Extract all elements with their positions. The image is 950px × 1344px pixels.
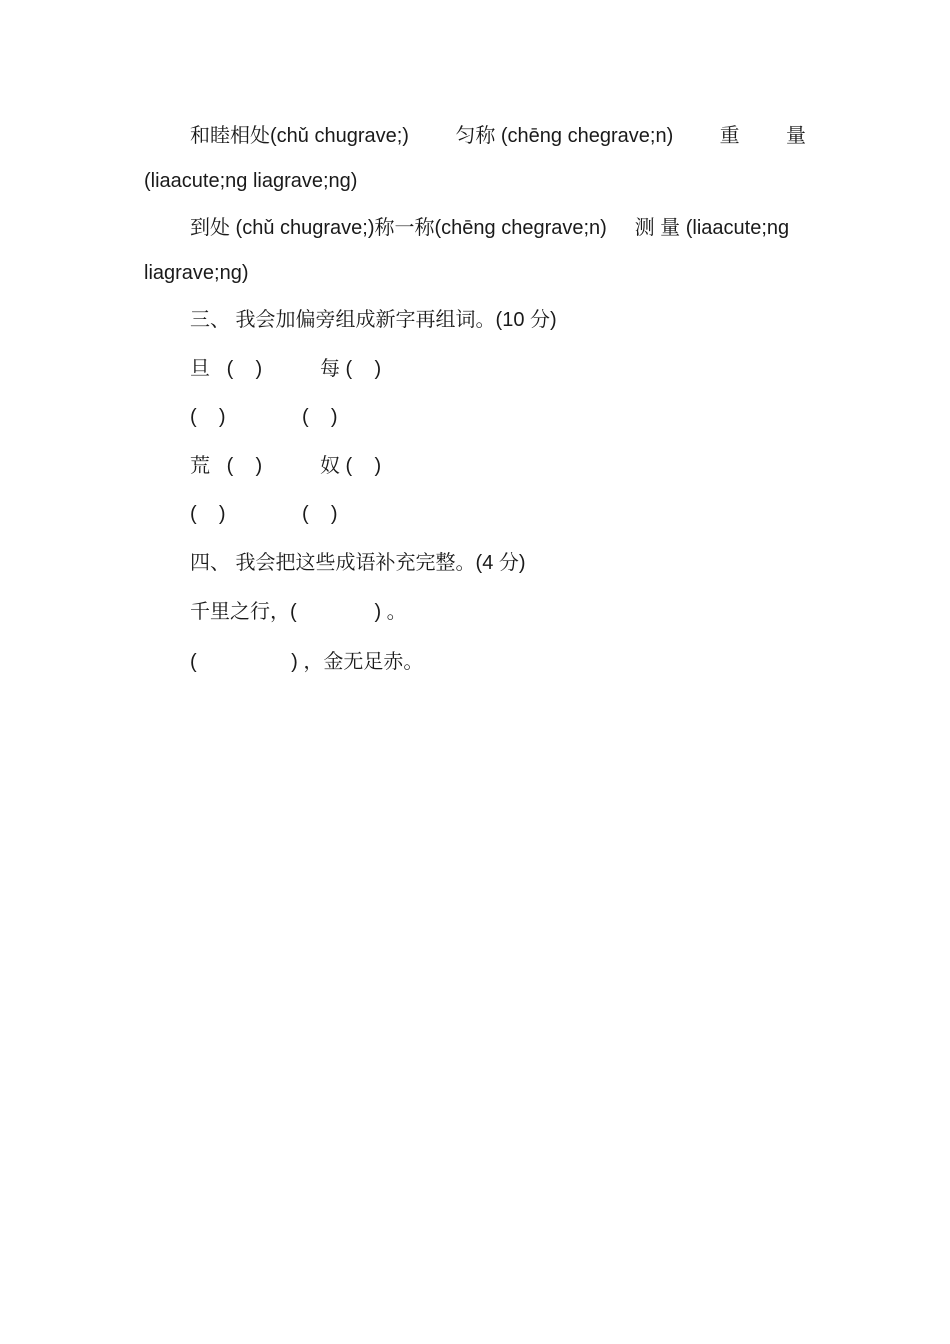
char-liang: 量	[785, 125, 806, 147]
phrase-hemu-xiangchu: 和睦相处(chǔ chugrave;)	[190, 125, 409, 147]
pinyin-line-2: (liaacute;ng liagrave;ng)	[144, 170, 358, 192]
section-3-heading: 三、 我会加偏旁组成新字再组词。(10 分)	[190, 309, 557, 331]
blank-huang-word: ( )	[190, 503, 226, 525]
idiom-item-2: ( ) ，金无足赤。	[190, 651, 424, 673]
section-4-heading: 四、 我会把这些成语补充完整。(4 分)	[190, 552, 526, 574]
exercise-mei: 每 ( )	[320, 358, 382, 380]
phrase-yunchen: 匀称 (chēng chegrave;n)	[455, 125, 674, 147]
char-zhong: 重	[719, 125, 740, 147]
blank-dan-word: ( )	[190, 406, 226, 428]
pinyin-line-3: 到处 (chǔ chugrave;)称一称(chēng chegrave;n) 测 量 (liaacute;ng	[190, 217, 790, 239]
idiom-item-1: 千里之行，( ) 。	[190, 601, 407, 623]
pinyin-line-1	[190, 123, 806, 149]
pinyin-line-4: liagrave;ng)	[144, 262, 249, 284]
exercise-nu: 奴 ( )	[320, 455, 382, 477]
blank-mei-word: ( )	[302, 406, 338, 428]
exercise-dan: 旦 ( )	[190, 358, 263, 380]
exercise-huang: 荒 ( )	[190, 455, 263, 477]
blank-nu-word: ( )	[302, 503, 338, 525]
